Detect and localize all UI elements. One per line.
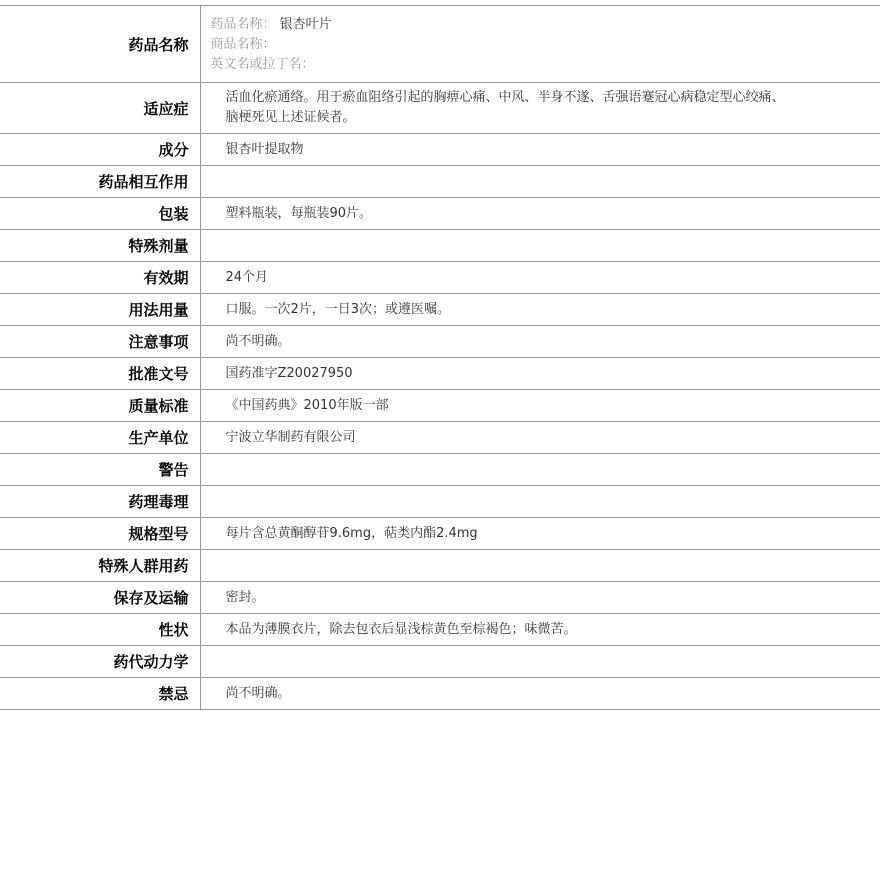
table-row [0, 358, 880, 390]
english-name-line [211, 55, 791, 75]
table-row [0, 422, 880, 454]
table-row [0, 294, 880, 326]
row-label: 用法用量 [0, 294, 200, 326]
table-row [0, 166, 880, 198]
row-value [200, 646, 880, 678]
row-value: 尚不明确。 [200, 678, 880, 710]
table-row [0, 134, 880, 166]
row-value: 活血化瘀通络。用于瘀血阻络引起的胸痹心痛、中风、半身不遂、舌强语蹇冠心病稳定型心绞痛、脑梗死见上述证候者。 [200, 83, 880, 134]
generic-name-value: 银杏叶片 [279, 17, 332, 32]
row-value: 每片含总黄酮醇苷9.6mg，萜类内酯2.4mg [200, 518, 880, 550]
row-value: 《中国药典》2010年版一部 [200, 390, 880, 422]
table-row [0, 390, 880, 422]
row-label: 药理毒理 [0, 486, 200, 518]
row-value [200, 550, 880, 582]
drug-info-table [0, 5, 880, 710]
row-label: 药代动力学 [0, 646, 200, 678]
row-label: 药品相互作用 [0, 166, 200, 198]
row-label: 批准文号 [0, 358, 200, 390]
row-value: 塑料瓶装，每瓶装90片。 [200, 198, 880, 230]
trade-name-key: 商品名称： [210, 37, 276, 52]
table-row [0, 486, 880, 518]
row-label: 注意事项 [0, 326, 200, 358]
table-row [0, 550, 880, 582]
table-row-drug-name [0, 6, 880, 83]
row-value [200, 166, 880, 198]
table-row [0, 582, 880, 614]
row-value [200, 454, 880, 486]
row-value [200, 486, 880, 518]
row-value: 宁波立华制药有限公司 [200, 422, 880, 454]
table-row [0, 614, 880, 646]
row-label: 药品名称 [0, 6, 200, 83]
row-value: 24个月 [200, 262, 880, 294]
row-label: 包装 [0, 198, 200, 230]
row-label: 有效期 [0, 262, 200, 294]
table-row [0, 198, 880, 230]
table-row [0, 230, 880, 262]
row-label: 成分 [0, 134, 200, 166]
table-row [0, 454, 880, 486]
generic-name-line [211, 15, 791, 35]
generic-name-key: 药品名称： [210, 17, 276, 32]
row-label: 禁忌 [0, 678, 200, 710]
row-value: 银杏叶提取物 [200, 134, 880, 166]
table-row [0, 678, 880, 710]
row-label: 特殊人群用药 [0, 550, 200, 582]
table-row [0, 83, 880, 134]
row-label: 质量标准 [0, 390, 200, 422]
table-row [0, 262, 880, 294]
row-value: 国药准字Z20027950 [200, 358, 880, 390]
table-row [0, 326, 880, 358]
row-label: 警告 [0, 454, 200, 486]
trade-name-line [211, 35, 791, 55]
row-label: 性状 [0, 614, 200, 646]
row-label: 规格型号 [0, 518, 200, 550]
english-name-key: 英文名或拉丁名： [210, 57, 315, 72]
row-label: 适应症 [0, 83, 200, 134]
row-value [200, 230, 880, 262]
row-label: 特殊剂量 [0, 230, 200, 262]
row-value: 口服。一次2片，一日3次；或遵医嘱。 [200, 294, 880, 326]
table-row [0, 518, 880, 550]
row-value: 尚不明确。 [200, 326, 880, 358]
row-value: 本品为薄膜衣片，除去包衣后显浅棕黄色至棕褐色；味微苦。 [200, 614, 880, 646]
drug-name-values [200, 6, 880, 83]
table-row [0, 646, 880, 678]
row-value: 密封。 [200, 582, 880, 614]
row-label: 生产单位 [0, 422, 200, 454]
row-label: 保存及运输 [0, 582, 200, 614]
